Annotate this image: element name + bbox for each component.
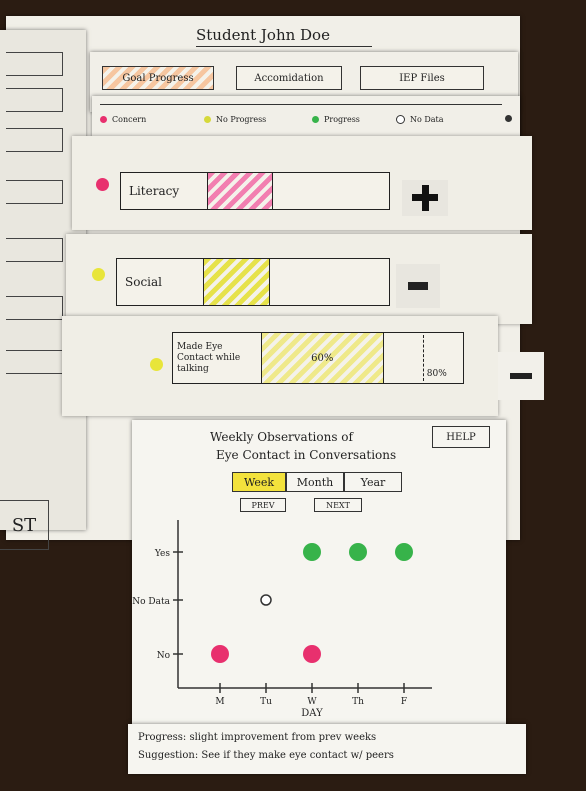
data-point [303, 645, 321, 663]
y-tick-label: No [156, 651, 170, 661]
legend-label: Progress [324, 115, 360, 124]
tab-iep-files[interactable]: IEP Files [360, 66, 484, 90]
progress-dot-icon [312, 116, 319, 123]
collapse-button[interactable] [396, 264, 440, 308]
tab-month[interactable]: Month [286, 472, 344, 492]
tab-week[interactable]: Week [232, 472, 286, 492]
collapse-button[interactable] [498, 352, 544, 400]
x-tick-label: M [215, 697, 225, 707]
legend-item-no-data [396, 115, 444, 124]
legend-item-progress [312, 115, 360, 124]
target-marker [423, 335, 424, 381]
no-data-dot-icon [396, 115, 405, 124]
goal-label: Social [117, 259, 204, 305]
prev-button[interactable]: PREV [240, 498, 286, 512]
progress-note: Progress: slight improvement from prev weeks [138, 732, 377, 743]
legend-label: No Progress [216, 115, 267, 124]
minus-icon [510, 371, 532, 381]
notes-panel [128, 724, 526, 774]
target-value: 80% [426, 369, 447, 379]
expand-button[interactable] [402, 180, 448, 216]
divider [100, 104, 502, 105]
sidebar-item[interactable] [6, 52, 63, 76]
goal-label: Made Eye Contact while talking [173, 333, 262, 383]
chart-title: Weekly Observations of [210, 430, 353, 444]
data-point [261, 595, 271, 605]
sidebar-item[interactable] [6, 88, 63, 112]
x-axis-label: DAY [301, 708, 323, 719]
data-point [395, 543, 413, 561]
sidebar-item[interactable] [6, 238, 63, 262]
no-progress-dot-icon [204, 116, 211, 123]
x-tick-label: W [307, 697, 317, 707]
status-dot-icon [150, 358, 163, 371]
goal-row-social [66, 234, 532, 324]
goal-label: Literacy [121, 173, 208, 209]
sidebar-stub-button[interactable]: ST [0, 500, 49, 550]
next-button[interactable]: NEXT [314, 498, 362, 512]
legend-label: Concern [112, 115, 147, 124]
suggestion-note: Suggestion: See if they make eye contact w/ peers [138, 750, 394, 761]
progress-fill [204, 259, 270, 305]
y-tick-label: No Data [132, 597, 170, 607]
page-title: Student John Doe [196, 26, 330, 44]
x-tick-label: F [400, 697, 408, 707]
sidebar-item[interactable] [6, 128, 63, 152]
status-dot-icon [92, 268, 105, 281]
observation-chart [132, 420, 506, 730]
progress-fill [262, 333, 384, 383]
data-point [303, 543, 321, 561]
progress-value: 60% [311, 352, 334, 364]
subgoal-row-eye-contact [62, 316, 498, 416]
sidebar-item[interactable] [6, 350, 63, 374]
menu-dot-icon[interactable] [505, 115, 512, 122]
chart-subtitle: Eye Contact in Conversations [216, 448, 397, 462]
goal-progress-bar[interactable] [116, 258, 390, 306]
legend-item-concern [100, 115, 146, 124]
x-tick-label: Tu [260, 697, 272, 707]
goal-progress-bar[interactable] [120, 172, 390, 210]
tab-accomidation[interactable]: Accomidation [236, 66, 342, 90]
legend-label: No Data [410, 115, 444, 124]
data-point [211, 645, 229, 663]
plus-icon [410, 183, 440, 213]
title-underline [196, 46, 372, 47]
legend-item-no-progress [204, 115, 266, 124]
progress-fill [208, 173, 273, 209]
data-point [349, 543, 367, 561]
sidebar-item[interactable] [6, 296, 63, 320]
status-dot-icon [96, 178, 109, 191]
status-legend [92, 96, 520, 138]
goal-progress-bar[interactable] [172, 332, 464, 384]
progress-track [262, 333, 463, 383]
observation-panel [132, 420, 506, 770]
help-button[interactable]: HELP [432, 426, 490, 448]
goal-row-literacy [72, 136, 532, 230]
sidebar-item[interactable] [6, 180, 63, 204]
minus-icon [408, 280, 428, 292]
tab-goal-progress[interactable]: Goal Progress [102, 66, 214, 90]
tab-year[interactable]: Year [344, 472, 402, 492]
concern-dot-icon [100, 116, 107, 123]
y-tick-label: Yes [154, 549, 170, 559]
x-tick-label: Th [352, 697, 364, 707]
